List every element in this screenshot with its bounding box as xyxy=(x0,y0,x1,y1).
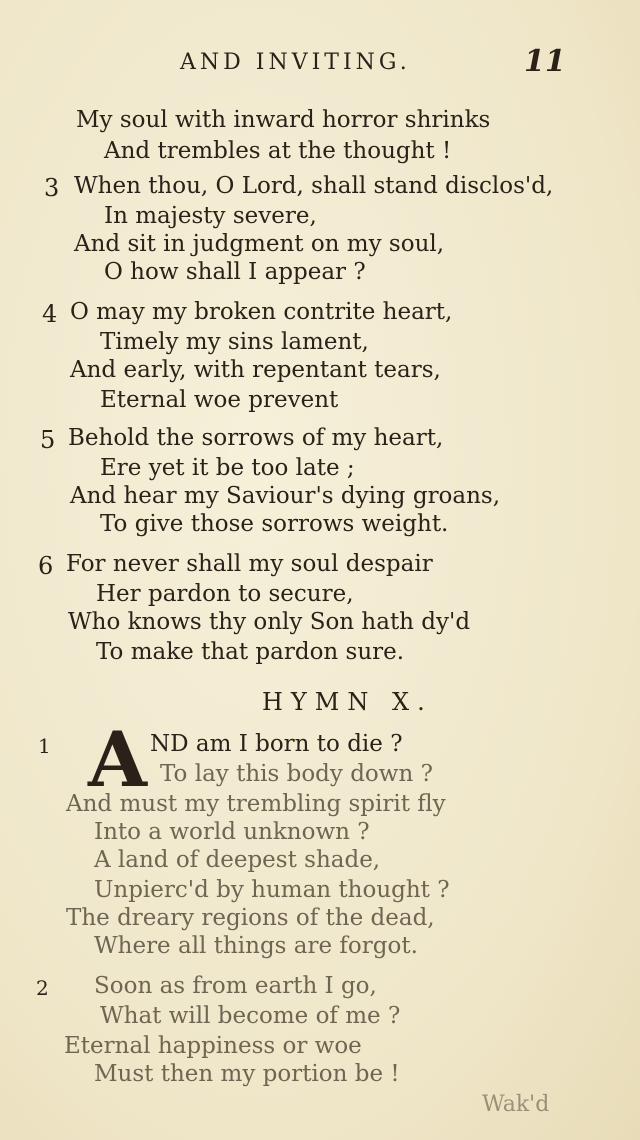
verse-line: Who knows thy only Son hath dy'd xyxy=(68,609,471,635)
verse-line: Eternal happiness or woe xyxy=(64,1033,362,1059)
verse-line: A land of deepest shade, xyxy=(94,847,381,873)
catchword: Wak'd xyxy=(482,1092,550,1117)
verse-line: For never shall my soul despair xyxy=(66,551,433,577)
verse-line: My soul with inward horror shrinks xyxy=(76,107,491,133)
verse-number: 3 xyxy=(44,174,60,202)
verse-line: To lay this body down ? xyxy=(160,761,433,787)
verse-line: When thou, O Lord, shall stand disclos'd, xyxy=(74,173,554,199)
verse-line: Where all things are forgot. xyxy=(94,933,418,959)
verse-line: Behold the sorrows of my heart, xyxy=(68,425,444,451)
verse-line: Her pardon to secure, xyxy=(96,581,354,607)
verse-line: Timely my sins lament, xyxy=(100,329,369,355)
verse-line: The dreary regions of the dead, xyxy=(66,905,435,931)
verse-line: And hear my Saviour's dying groans, xyxy=(70,483,501,509)
verse-line: And must my trembling spirit fly xyxy=(66,791,446,817)
verse-line: Into a world unknown ? xyxy=(94,819,370,845)
verse-line: O may my broken contrite heart, xyxy=(70,299,453,325)
verse-line: And sit in judgment on my soul, xyxy=(74,231,445,257)
running-header: AND INVITING. xyxy=(180,50,411,75)
verse-line: Eternal woe prevent xyxy=(100,387,339,413)
verse-number: 4 xyxy=(42,300,58,328)
verse-line: Ere yet it be too late ; xyxy=(100,455,355,481)
verse-line: Unpierc'd by human thought ? xyxy=(94,877,450,903)
hymn-title: HYMN X. xyxy=(262,688,433,716)
verse-line: Soon as from earth I go, xyxy=(94,973,377,999)
verse-number: 6 xyxy=(38,552,54,580)
verse-number: 1 xyxy=(38,734,51,758)
drop-cap: A xyxy=(88,715,147,804)
verse-number: 2 xyxy=(36,976,49,1000)
verse-line: In majesty severe, xyxy=(104,203,317,229)
verse-line: What will become of me ? xyxy=(100,1003,401,1029)
verse-line: O how shall I appear ? xyxy=(104,259,366,285)
verse-line: ND am I born to die ? xyxy=(150,731,403,757)
verse-line: And trembles at the thought ! xyxy=(104,138,452,164)
page-number: 11 xyxy=(524,44,566,79)
verse-number: 5 xyxy=(40,426,56,454)
verse-line: To make that pardon sure. xyxy=(96,639,405,665)
verse-line: And early, with repentant tears, xyxy=(70,357,441,383)
verse-line: To give those sorrows weight. xyxy=(100,511,449,537)
verse-line: Must then my portion be ! xyxy=(94,1061,400,1087)
